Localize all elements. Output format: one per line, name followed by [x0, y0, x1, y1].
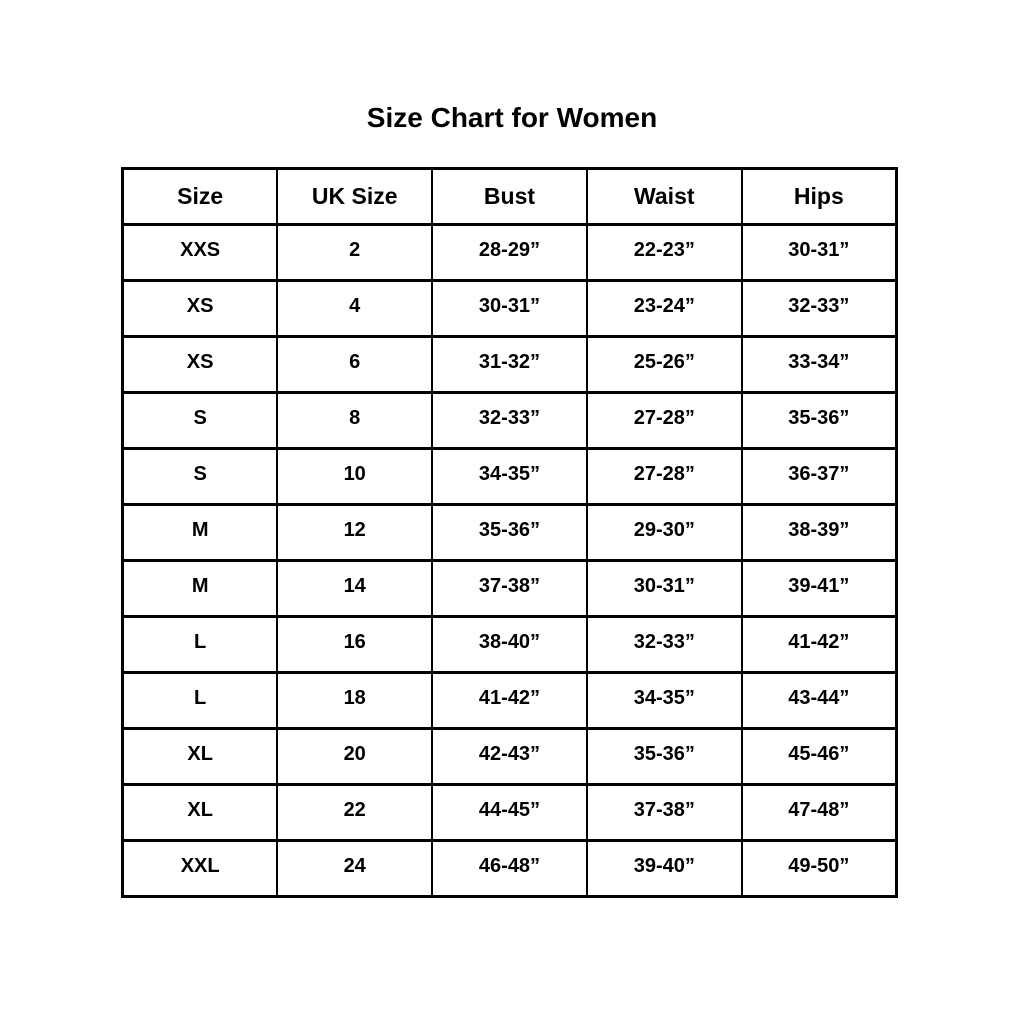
- table-cell: 24: [277, 841, 432, 897]
- table-cell: 32-33”: [742, 281, 897, 337]
- table-cell: 29-30”: [587, 505, 742, 561]
- table-row: [123, 729, 897, 785]
- table-cell: 37-38”: [432, 561, 587, 617]
- table-row: [123, 225, 897, 281]
- table-row: [123, 785, 897, 841]
- table-row: [123, 561, 897, 617]
- table-row: [123, 617, 897, 673]
- table-cell: 14: [277, 561, 432, 617]
- table-cell: XS: [123, 337, 278, 393]
- table-row: [123, 673, 897, 729]
- table-cell: 6: [277, 337, 432, 393]
- table-cell: XXS: [123, 225, 278, 281]
- table-cell: 35-36”: [742, 393, 897, 449]
- table-cell: 32-33”: [432, 393, 587, 449]
- table-cell: 30-31”: [432, 281, 587, 337]
- table-cell: 49-50”: [742, 841, 897, 897]
- table-cell: 23-24”: [587, 281, 742, 337]
- table-cell: L: [123, 673, 278, 729]
- table-cell: 41-42”: [432, 673, 587, 729]
- column-header: Bust: [432, 169, 587, 225]
- table-cell: 30-31”: [742, 225, 897, 281]
- table-cell: 39-41”: [742, 561, 897, 617]
- table-cell: S: [123, 393, 278, 449]
- table-cell: 34-35”: [432, 449, 587, 505]
- table-cell: 37-38”: [587, 785, 742, 841]
- table-cell: 34-35”: [587, 673, 742, 729]
- table-cell: 36-37”: [742, 449, 897, 505]
- table-cell: 28-29”: [432, 225, 587, 281]
- table-cell: 45-46”: [742, 729, 897, 785]
- table-cell: 30-31”: [587, 561, 742, 617]
- table-cell: 46-48”: [432, 841, 587, 897]
- table-cell: M: [123, 505, 278, 561]
- table-cell: 38-39”: [742, 505, 897, 561]
- table-cell: M: [123, 561, 278, 617]
- table-body: [123, 225, 897, 897]
- page-title: Size Chart for Women: [366, 102, 658, 133]
- column-header: Size: [123, 169, 278, 225]
- table-row: [123, 393, 897, 449]
- table-cell: S: [123, 449, 278, 505]
- table-cell: 20: [277, 729, 432, 785]
- table-cell: L: [123, 617, 278, 673]
- table-cell: 33-34”: [742, 337, 897, 393]
- table-cell: 44-45”: [432, 785, 587, 841]
- table-cell: XXL: [123, 841, 278, 897]
- table-cell: 41-42”: [742, 617, 897, 673]
- table-cell: 18: [277, 673, 432, 729]
- table-row: [123, 337, 897, 393]
- table-cell: 27-28”: [587, 393, 742, 449]
- table-row: [123, 505, 897, 561]
- table-cell: 27-28”: [587, 449, 742, 505]
- table-cell: 2: [277, 225, 432, 281]
- table-cell: 22-23”: [587, 225, 742, 281]
- table-cell: 10: [277, 449, 432, 505]
- table-cell: 47-48”: [742, 785, 897, 841]
- table-cell: 35-36”: [432, 505, 587, 561]
- table-cell: 35-36”: [587, 729, 742, 785]
- table-header: [123, 169, 897, 225]
- table-cell: 31-32”: [432, 337, 587, 393]
- table-cell: XL: [123, 785, 278, 841]
- column-header: UK Size: [277, 169, 432, 225]
- table-cell: 8: [277, 393, 432, 449]
- table-row: [123, 449, 897, 505]
- size-chart-table: [121, 167, 898, 898]
- header-row: [123, 169, 897, 225]
- table-cell: XL: [123, 729, 278, 785]
- table-cell: 12: [277, 505, 432, 561]
- table-row: [123, 841, 897, 897]
- table-row: [123, 281, 897, 337]
- column-header: Hips: [742, 169, 897, 225]
- table-cell: 39-40”: [587, 841, 742, 897]
- table-cell: 4: [277, 281, 432, 337]
- column-header: Waist: [587, 169, 742, 225]
- table-cell: 16: [277, 617, 432, 673]
- table-cell: 32-33”: [587, 617, 742, 673]
- table-cell: XS: [123, 281, 278, 337]
- table-cell: 42-43”: [432, 729, 587, 785]
- table-cell: 22: [277, 785, 432, 841]
- table-cell: 38-40”: [432, 617, 587, 673]
- table-cell: 43-44”: [742, 673, 897, 729]
- table-cell: 25-26”: [587, 337, 742, 393]
